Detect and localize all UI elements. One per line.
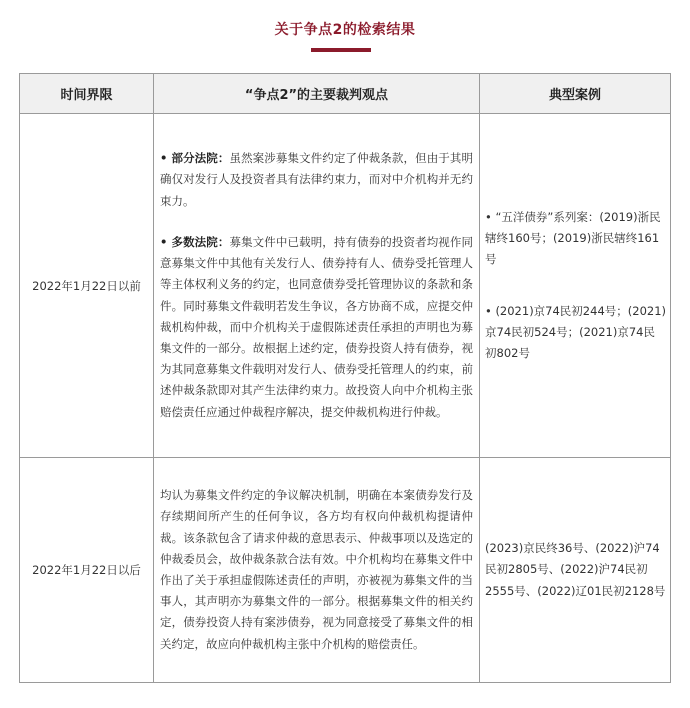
views-cell (154, 458, 480, 683)
view-lead: 多数法院： (171, 234, 230, 249)
table-row (20, 114, 671, 458)
bullet: • (160, 234, 172, 249)
views-cell (154, 114, 480, 458)
table-row (20, 458, 671, 683)
cases-cell (480, 458, 671, 683)
view-text: 虽然案涉募集文件约定了仲裁条款，但由于其明确仅对发行人及投资者具有法律约束力，而对中介机构并无约束力。 (160, 151, 474, 208)
period-cell: 2022年1月22日以前 (20, 114, 154, 458)
case-entry: • “五洋债券”系列案：(2019)浙民辖终160号；(2019)浙民辖终161号 (485, 209, 661, 267)
page-title: 关于争点2的检索结果 (274, 22, 416, 38)
results-table (19, 73, 671, 683)
period-cell: 2022年1月22日以后 (20, 458, 154, 683)
view-text: 募集文件中已载明，持有债券的投资者均视作同意募集文件中其他有关发行人、债券持有人、债券受托管理人等主体权利义务的约定，也同意债券受托管理协议的条款和条件。同时募集文件载明若发生争议，各方协商不成，应提交仲裁机构仲裁，而中介机构关于虚假陈述责任承担的声明也为募集文件的一部分。故根据上述约定，债券投资人持有债券，视为其同意募集文件载明对发行人、债券受托管理人的约束，前述仲裁条款即对其产生法律约束力。故投资人向中介机构主张赔偿责任应通过仲裁程序解决，提交仲裁机构进行仲裁。 (160, 234, 474, 419)
header-main-views: “争点2”的主要裁判观点 (154, 74, 480, 114)
view-lead: 部分法院： (171, 151, 230, 166)
header-typical-cases: 典型案例 (480, 74, 671, 114)
bullet: • (160, 151, 172, 166)
cases-cell (480, 114, 671, 458)
case-entry: • (2021)京74民初244号；(2021)京74民初524号；(2021)京74民初802号 (485, 303, 667, 360)
case-entry: (2023)京民终36号、(2022)沪74民初2805号、(2022)沪74民初2555号、(2022)辽01民初2128号 (485, 541, 666, 598)
header-time-limit: 时间界限 (20, 74, 154, 114)
table-header-row (20, 74, 671, 114)
title-underline (311, 48, 371, 52)
view-paragraph (154, 232, 479, 423)
view-paragraph: 均认为募集文件约定的争议解决机制，明确在本案债券发行及存续期间所产生的任何争议，各方均有权向仲裁机构提请仲裁。该条款包含了请求仲裁的意思表示、仲裁事项以及选定的仲裁委员会，故仲裁条款合法有效。中介机构均在募集文件中作出了关于承担虚假陈述责任的声明，亦被视为募集文件的当事人，其声明亦为募集文件的一部分。根据募集文件的相关约定，债券投资人持有案涉债券，视为同意接受了募集文件的相关约定，故应向仲裁机构主张中介机构的赔偿责任。 (160, 488, 473, 651)
view-paragraph (154, 148, 479, 212)
